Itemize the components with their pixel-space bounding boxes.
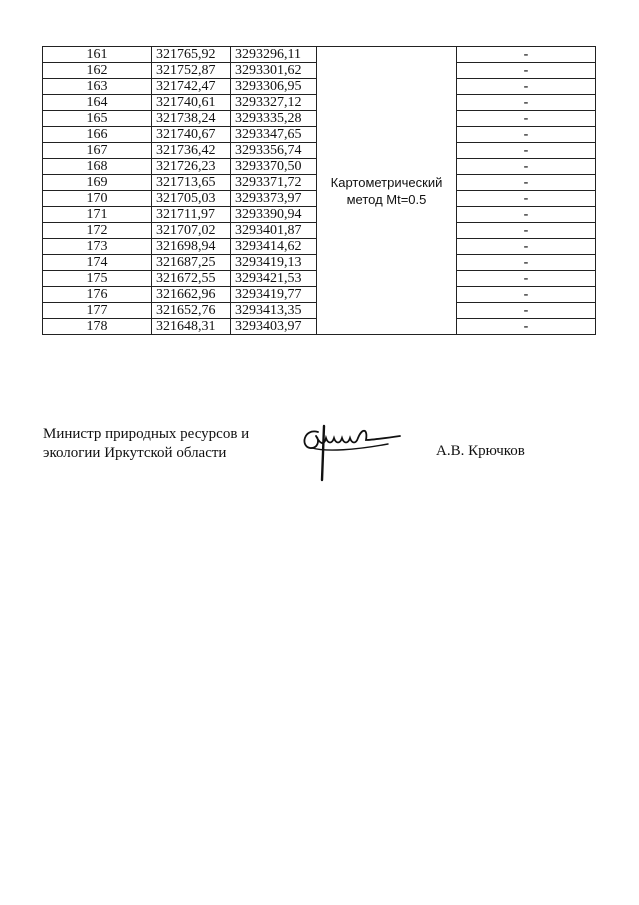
note-cell: - xyxy=(457,95,596,111)
note-cell: - xyxy=(457,111,596,127)
point-number-cell: 175 xyxy=(43,271,152,287)
coordinates-table-body xyxy=(43,47,596,335)
x-coordinate-cell: 321740,61 xyxy=(152,95,231,111)
x-coordinate-cell: 321752,87 xyxy=(152,63,231,79)
point-number-cell: 171 xyxy=(43,207,152,223)
y-coordinate-cell: 3293335,28 xyxy=(231,111,317,127)
y-coordinate-cell: 3293421,53 xyxy=(231,271,317,287)
handwritten-signature xyxy=(296,418,406,486)
point-number-cell: 170 xyxy=(43,191,152,207)
y-coordinate-cell: 3293371,72 xyxy=(231,175,317,191)
y-coordinate-cell: 3293419,77 xyxy=(231,287,317,303)
x-coordinate-cell: 321713,65 xyxy=(152,175,231,191)
y-coordinate-cell: 3293301,62 xyxy=(231,63,317,79)
point-number-cell: 161 xyxy=(43,47,152,63)
point-number-cell: 166 xyxy=(43,127,152,143)
x-coordinate-cell: 321740,67 xyxy=(152,127,231,143)
point-number-cell: 165 xyxy=(43,111,152,127)
note-cell: - xyxy=(457,159,596,175)
note-cell: - xyxy=(457,287,596,303)
y-coordinate-cell: 3293390,94 xyxy=(231,207,317,223)
table-row xyxy=(43,47,596,63)
y-coordinate-cell: 3293401,87 xyxy=(231,223,317,239)
note-cell: - xyxy=(457,191,596,207)
note-cell: - xyxy=(457,175,596,191)
x-coordinate-cell: 321672,55 xyxy=(152,271,231,287)
position-line-2: экологии Иркутской области xyxy=(43,445,227,461)
note-cell: - xyxy=(457,255,596,271)
x-coordinate-cell: 321765,92 xyxy=(152,47,231,63)
point-number-cell: 162 xyxy=(43,63,152,79)
point-number-cell: 163 xyxy=(43,79,152,95)
point-number-cell: 164 xyxy=(43,95,152,111)
x-coordinate-cell: 321707,02 xyxy=(152,223,231,239)
method-cell xyxy=(317,47,457,335)
point-number-cell: 173 xyxy=(43,239,152,255)
x-coordinate-cell: 321711,97 xyxy=(152,207,231,223)
y-coordinate-cell: 3293296,11 xyxy=(231,47,317,63)
x-coordinate-cell: 321687,25 xyxy=(152,255,231,271)
method-line-1: Картометрический xyxy=(330,174,443,190)
x-coordinate-cell: 321698,94 xyxy=(152,239,231,255)
note-cell: - xyxy=(457,319,596,335)
y-coordinate-cell: 3293373,97 xyxy=(231,191,317,207)
note-cell: - xyxy=(457,223,596,239)
x-coordinate-cell: 321648,31 xyxy=(152,319,231,335)
point-number-cell: 169 xyxy=(43,175,152,191)
note-cell: - xyxy=(457,143,596,159)
y-coordinate-cell: 3293327,12 xyxy=(231,95,317,111)
point-number-cell: 178 xyxy=(43,319,152,335)
note-cell: - xyxy=(457,303,596,319)
point-number-cell: 167 xyxy=(43,143,152,159)
point-number-cell: 176 xyxy=(43,287,152,303)
point-number-cell: 172 xyxy=(43,223,152,239)
point-number-cell: 177 xyxy=(43,303,152,319)
signatory-position xyxy=(43,425,249,463)
x-coordinate-cell: 321726,23 xyxy=(152,159,231,175)
point-number-cell: 174 xyxy=(43,255,152,271)
note-cell: - xyxy=(457,271,596,287)
y-coordinate-cell: 3293414,62 xyxy=(231,239,317,255)
y-coordinate-cell: 3293413,35 xyxy=(231,303,317,319)
note-cell: - xyxy=(457,207,596,223)
signatory-name: А.В. Крючков xyxy=(436,443,525,459)
y-coordinate-cell: 3293347,65 xyxy=(231,127,317,143)
note-cell: - xyxy=(457,63,596,79)
note-cell: - xyxy=(457,47,596,63)
note-cell: - xyxy=(457,239,596,255)
position-line-1: Министр природных ресурсов и xyxy=(43,426,250,442)
coordinates-table xyxy=(42,46,596,335)
method-line-2: метод Mt=0.5 xyxy=(346,191,427,207)
y-coordinate-cell: 3293370,50 xyxy=(231,159,317,175)
x-coordinate-cell: 321742,47 xyxy=(152,79,231,95)
point-number-cell: 168 xyxy=(43,159,152,175)
y-coordinate-cell: 3293403,97 xyxy=(231,319,317,335)
note-cell: - xyxy=(457,79,596,95)
x-coordinate-cell: 321705,03 xyxy=(152,191,231,207)
x-coordinate-cell: 321738,24 xyxy=(152,111,231,127)
y-coordinate-cell: 3293306,95 xyxy=(231,79,317,95)
x-coordinate-cell: 321652,76 xyxy=(152,303,231,319)
y-coordinate-cell: 3293356,74 xyxy=(231,143,317,159)
note-cell: - xyxy=(457,127,596,143)
x-coordinate-cell: 321662,96 xyxy=(152,287,231,303)
x-coordinate-cell: 321736,42 xyxy=(152,143,231,159)
y-coordinate-cell: 3293419,13 xyxy=(231,255,317,271)
